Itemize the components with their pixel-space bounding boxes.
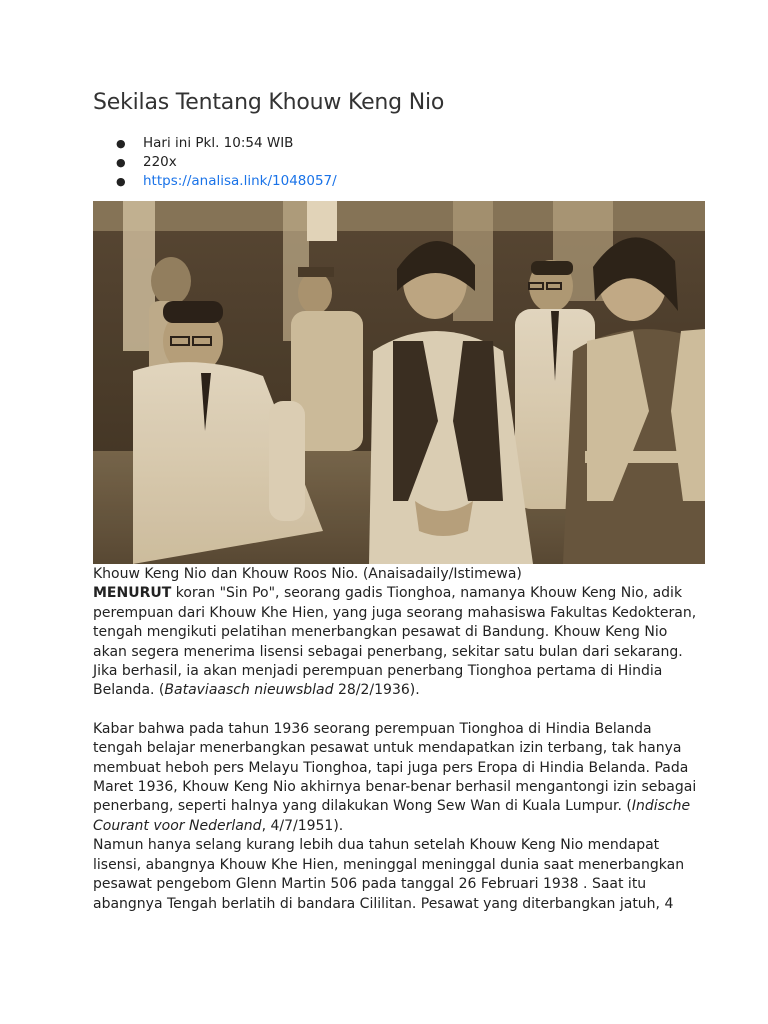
paragraph-2-text: Kabar bahwa pada tahun 1936 seorang perempuan Tionghoa di Hindia Belanda tengah belajar menerbangkan pesawat untuk mendapatkan izin terbang, tak hanya membuat heboh pers Melayu Tionghoa, tapi juga pers Eropa di Hindia Belanda. Pada Maret 1936, Khouw Keng Nio akhirnya benar-benar berhasil mengantongi izin sebagai penerbang, seperti halnya yang dilakukan Wong Sew Wan di Kuala Lumpur. ( xyxy=(93,720,697,815)
paragraph-1-lead: MENURUT xyxy=(93,585,172,602)
meta-views-text: 220x xyxy=(143,154,177,170)
meta-time-text: Hari ini Pkl. 10:54 WIB xyxy=(143,135,294,151)
paragraph-3-text: Namun hanya selang kurang lebih dua tahun setelah Khouw Keng Nio mendapat lisensi, abangnya Khouw Khe Hien, meninggal meninggal dunia saat menerbangkan pesawat pengebom Glenn Martin 506 pada tanggal 26 Februari 1938 . Saat itu abangnya Tengah berlatih di bandara Cililitan. Pesawat yang diterbangkan jatuh, 4 xyxy=(93,837,685,912)
article-title: Sekilas Tentang Khouw Keng Nio xyxy=(93,90,445,115)
paragraph-1-source: Bataviaasch nieuwsblad xyxy=(164,682,334,699)
sepia-photo-illustration xyxy=(93,201,705,564)
meta-item-link xyxy=(93,172,705,191)
article xyxy=(93,88,705,914)
paragraph-2 xyxy=(93,720,705,836)
meta-item-views xyxy=(93,153,705,172)
bullet-icon: ● xyxy=(116,175,126,188)
bullet-icon: ● xyxy=(116,137,126,150)
article-short-link[interactable]: https://analisa.link/1048057/ xyxy=(143,173,337,189)
paragraph-1-tail: 28/2/1936). xyxy=(333,682,420,699)
article-photo xyxy=(93,201,705,564)
bullet-icon: ● xyxy=(116,156,126,169)
article-meta-list xyxy=(93,134,705,191)
paragraph-3 xyxy=(93,836,705,914)
paragraph-1-text: koran "Sin Po", seorang gadis Tionghoa, namanya Khouw Keng Nio, adik perempuan dari Khouw Khe Hien, yang juga seorang mahasiswa Fakultas Kedokteran, tengah mengikuti pelatihan menerbangkan pesawat di Bandung. Khouw Keng Nio akan segera menerima lisensi sebagai penerbang, sekitar satu bulan dari sekarang. Jika berhasil, ia akan menjadi perempuan penerbang Tionghoa pertama di Hindia Belanda. ( xyxy=(93,585,697,699)
paragraph-2-tail: , 4/7/1951). xyxy=(261,817,344,834)
paragraph-1 xyxy=(93,584,705,700)
photo-caption: Khouw Keng Nio dan Khouw Roos Nio. (Anaisadaily/Istimewa) xyxy=(93,566,522,582)
paragraph-2-source: Indische Courant voor Nederland xyxy=(93,798,691,834)
meta-item-time xyxy=(93,134,705,153)
